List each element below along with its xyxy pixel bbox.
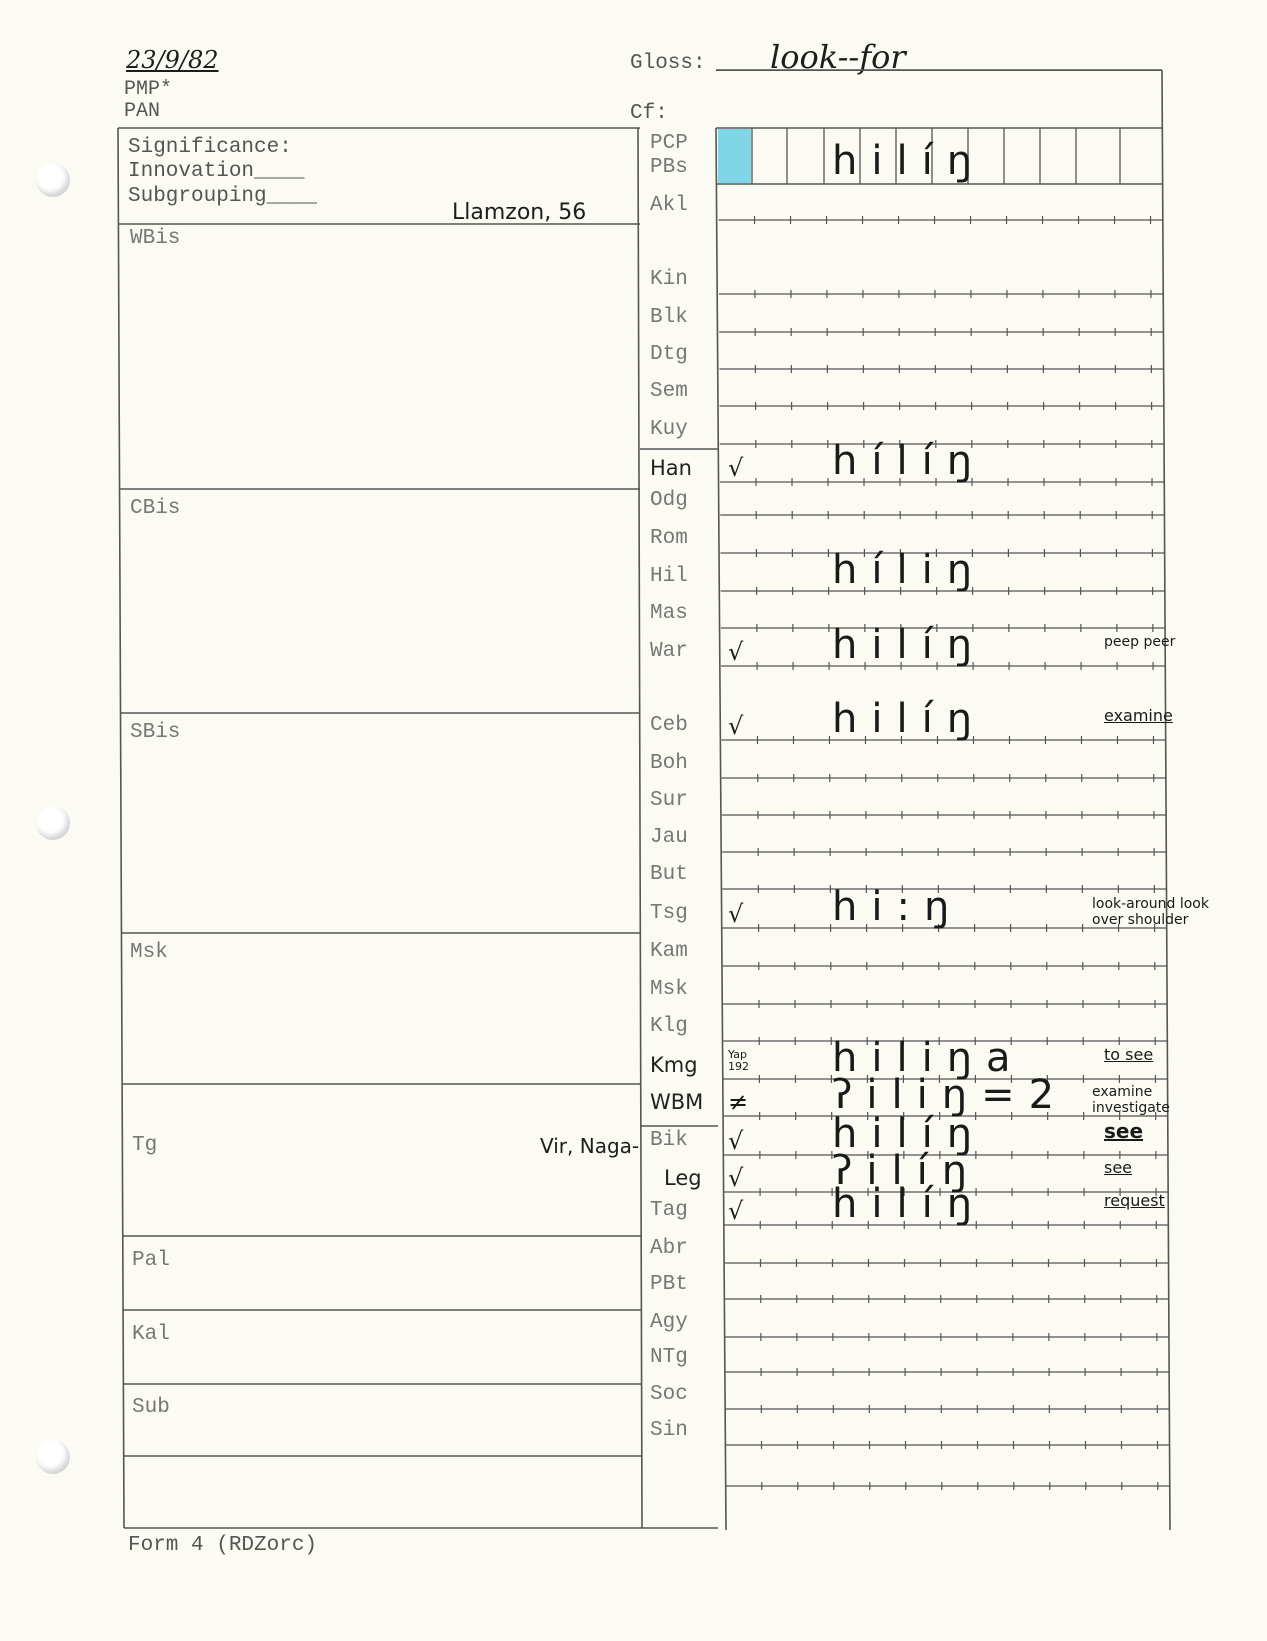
lang-code-kin: Kin <box>650 268 688 291</box>
lang-code-blk: Blk <box>650 306 688 329</box>
lang-code-pcp: PCP <box>650 132 688 155</box>
section-sub: Sub <box>132 1396 170 1419</box>
pan-label: PAN <box>124 100 161 123</box>
lang-code-han: Han <box>650 456 692 480</box>
gloss-note: see <box>1104 1158 1133 1177</box>
lang-code-ceb: Ceb <box>650 714 688 737</box>
lang-code-pbt: PBt <box>650 1273 688 1296</box>
reflex-form: hilíŋ <box>832 696 987 742</box>
lang-code-boh: Boh <box>650 752 688 775</box>
lang-code-tsg: Tsg <box>650 902 688 925</box>
reflex-form: ʔilíŋ <box>832 1148 982 1194</box>
lang-code-jau: Jau <box>650 826 688 849</box>
section-msk: Msk <box>130 941 168 964</box>
check-mark: √ <box>728 1127 744 1155</box>
reflex-form: ʔiliŋ=2 <box>832 1072 1069 1118</box>
check-mark: ≠ <box>728 1088 749 1116</box>
section-pal: Pal <box>132 1249 170 1272</box>
lang-code-msk: Msk <box>650 978 688 1001</box>
lang-code-but: But <box>650 863 688 886</box>
lang-code-tag: Tag <box>650 1199 688 1222</box>
check-mark: √ <box>728 712 744 740</box>
date: 23/9/82 <box>126 46 219 74</box>
lang-code-sem: Sem <box>650 380 688 403</box>
reflex-form: hilíŋ <box>832 1181 987 1227</box>
lang-code-abr: Abr <box>650 1237 688 1260</box>
gloss-label: Gloss: <box>630 52 706 75</box>
section-cbis: CBis <box>130 497 181 520</box>
lang-code-kmg: Kmg <box>650 1053 698 1077</box>
lang-code-rom: Rom <box>650 527 688 550</box>
lang-code-wbm: WBM <box>650 1090 704 1114</box>
check-mark: √ <box>728 454 744 482</box>
lang-code-hil: Hil <box>650 565 688 588</box>
lang-code-sur: Sur <box>650 789 688 812</box>
subgrouping-label: Subgrouping____ <box>128 185 318 208</box>
check-mark: Yap 192 <box>728 1048 749 1073</box>
gloss-note: to see <box>1104 1045 1154 1064</box>
reflex-form: hílíŋ <box>832 438 987 484</box>
reference-note: Llamzon, 56 <box>452 200 587 225</box>
lang-code-mas: Mas <box>650 602 688 625</box>
reflex-form: hilíŋ <box>832 622 987 668</box>
gloss-note: request <box>1104 1191 1165 1210</box>
lang-code-ntg: NTg <box>650 1346 688 1369</box>
gloss-note: examine investigate <box>1092 1084 1170 1116</box>
form-footer: Form 4 (RDZorc) <box>128 1534 318 1557</box>
lang-code-akl: Akl <box>650 194 688 217</box>
check-mark: √ <box>728 1197 744 1225</box>
lang-code-sin: Sin <box>650 1419 688 1442</box>
cf-label: Cf: <box>630 102 668 125</box>
lang-code-leg: Leg <box>664 1166 702 1190</box>
section-kal: Kal <box>132 1323 170 1346</box>
section-tg: Tg <box>132 1134 158 1157</box>
reflex-form: híliŋ <box>832 547 987 593</box>
lang-code-odg: Odg <box>650 489 688 512</box>
lang-code-dtg: Dtg <box>650 343 688 366</box>
gloss-value: look--for <box>770 38 906 76</box>
lang-code-pbs: PBs <box>650 156 688 179</box>
significance-label: Significance: <box>128 136 292 159</box>
innovation-label: Innovation____ <box>128 160 305 183</box>
reflex-form: hi:ŋ <box>832 884 964 930</box>
check-mark: √ <box>728 900 744 928</box>
gloss-note: peep peer <box>1104 634 1176 650</box>
reflex-form: hiliŋa <box>832 1035 1025 1081</box>
lang-code-soc: Soc <box>650 1383 688 1406</box>
gloss-note: see <box>1104 1119 1144 1143</box>
lang-code-bik: Bik <box>650 1129 688 1152</box>
gloss-note: examine <box>1104 706 1173 725</box>
section-tg-note: Vir, Naga- <box>540 1134 640 1158</box>
lang-code-klg: Klg <box>650 1015 688 1038</box>
lang-code-war: War <box>650 640 688 663</box>
pmp-label: PMP* <box>124 78 173 101</box>
lang-code-agy: Agy <box>650 1311 688 1334</box>
gloss-note: look-around look over shoulder <box>1092 896 1209 928</box>
check-mark: √ <box>728 638 744 666</box>
reflex-form: hilíŋ <box>832 1111 987 1157</box>
lang-code-kam: Kam <box>650 940 688 963</box>
reflex-form: hilíŋ <box>832 138 987 184</box>
section-wbis: WBis <box>130 227 181 250</box>
section-sbis: SBis <box>130 721 181 744</box>
check-mark: √ <box>728 1164 744 1192</box>
lang-code-kuy: Kuy <box>650 418 688 441</box>
